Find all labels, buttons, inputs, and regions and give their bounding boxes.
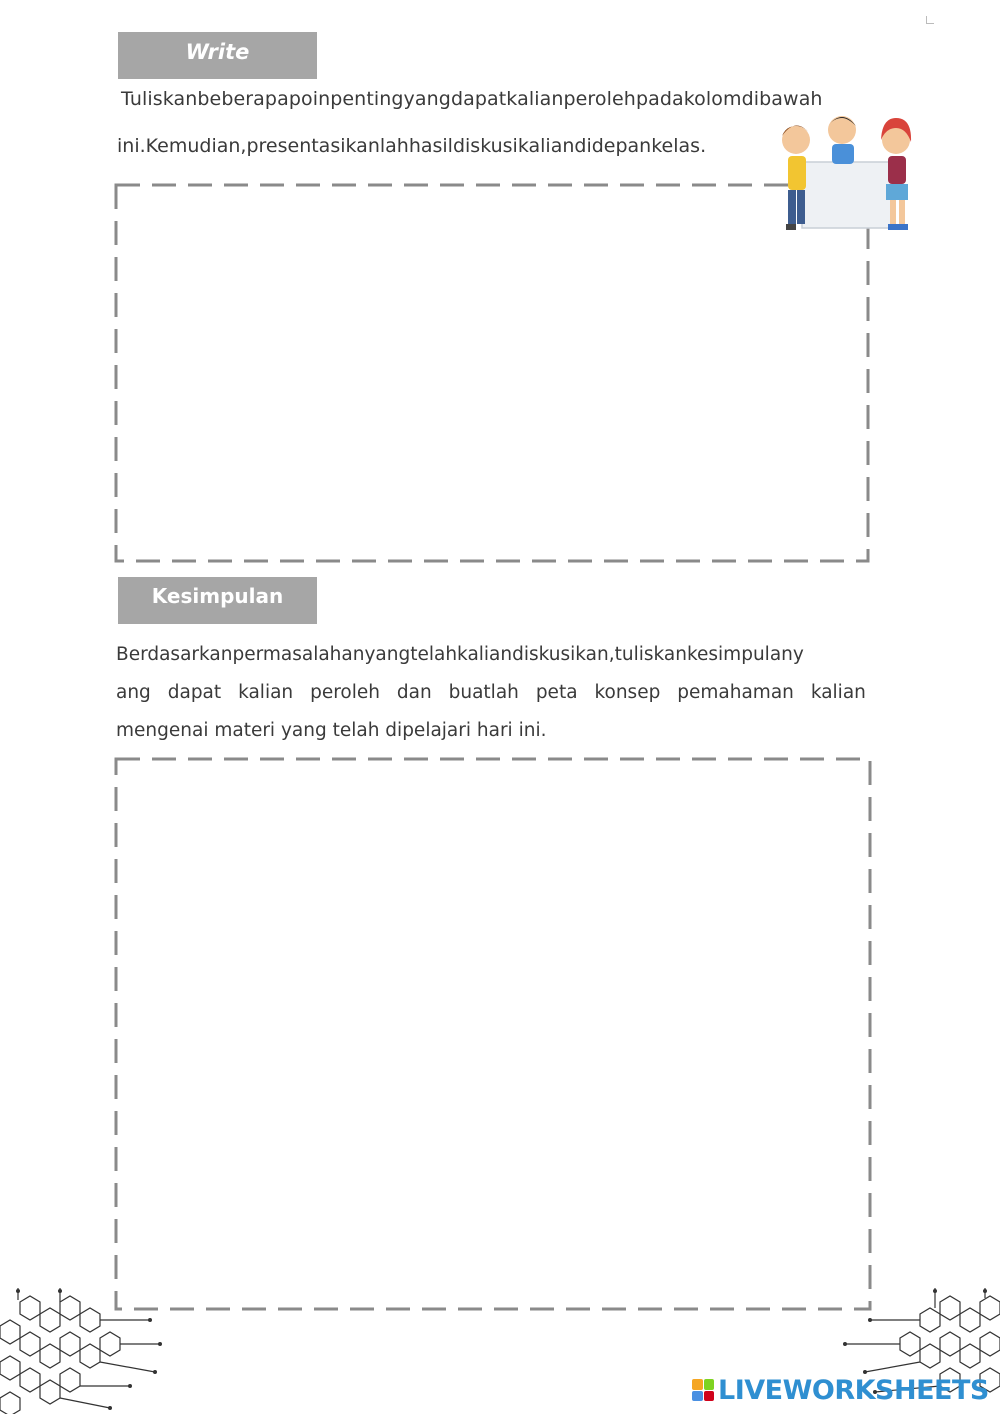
word: peta: [535, 682, 578, 703]
word: kalian: [238, 682, 294, 703]
corner-mark: [926, 16, 934, 24]
logo-square: [704, 1379, 715, 1390]
write-section-label: Write: [118, 32, 317, 79]
word: dan: [396, 682, 432, 703]
liveworksheets-brand: [692, 1374, 989, 1406]
word: kalian: [810, 682, 866, 703]
conclusion-answer-box[interactable]: [113, 756, 873, 1312]
write-instruction-line-1: Tuliskanbeberapapoinpentingyangdapatkalianperolehpadakolomdibawah: [121, 88, 823, 110]
kids-holding-board-icon: [778, 112, 918, 238]
liveworksheets-logo-icon: [692, 1379, 714, 1401]
conclusion-section-label: Kesimpulan: [118, 577, 317, 624]
logo-square: [692, 1391, 703, 1402]
hexagon-circuit-left-icon: [0, 1288, 165, 1414]
word: dapat: [167, 682, 222, 703]
logo-square: [704, 1391, 715, 1402]
conclusion-instruction-line-2: [116, 684, 866, 703]
word: peroleh: [310, 682, 380, 703]
conclusion-instruction-line-1: Berdasarkanpermasalahanyangtelahkaliandiskusikan,tuliskankesimpulany: [116, 644, 804, 665]
write-instruction-line-2: ini.Kemudian,presentasikanlahhasildiskusikaliandidepankelas.: [117, 135, 707, 157]
logo-square: [692, 1379, 703, 1390]
write-answer-box[interactable]: [113, 182, 871, 564]
brand-name: LIVEWORKSHEETS: [718, 1374, 989, 1406]
conclusion-instruction-line-3: mengenai materi yang telah dipelajari hari ini.: [116, 720, 547, 741]
word: buatlah: [448, 682, 519, 703]
word: konsep: [594, 682, 661, 703]
word: pemahaman: [677, 682, 794, 703]
word: ang: [116, 682, 151, 703]
